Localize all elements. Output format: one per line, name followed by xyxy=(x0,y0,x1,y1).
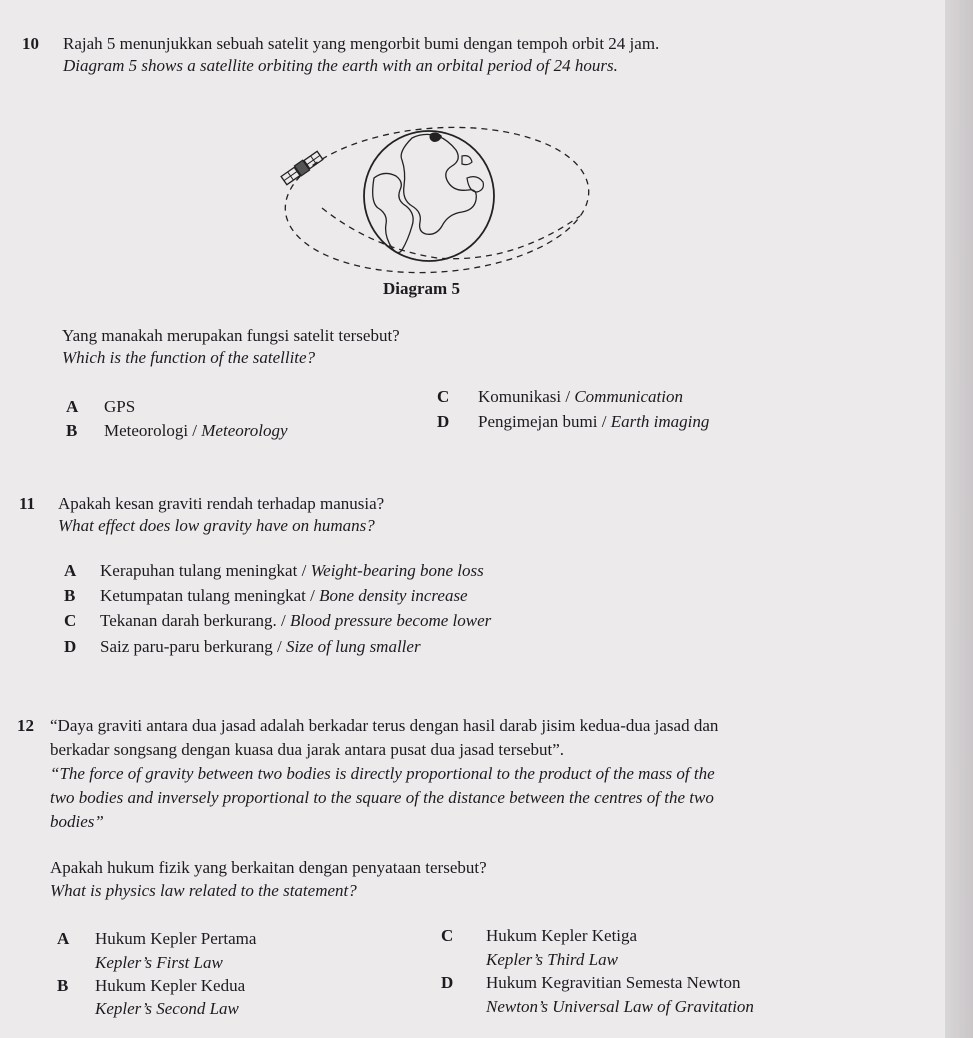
question-10-text-en: Diagram 5 shows a satellite orbiting the earth with an orbital period of 24 hours. xyxy=(63,56,618,75)
q12-option-c-text[interactable]: Hukum Kepler Ketiga xyxy=(486,926,638,945)
q12-option-letter-d: D xyxy=(441,973,454,992)
q10-option-c-text: Komunikasi / xyxy=(478,387,575,406)
q11-option-b-text-en: Bone density increase xyxy=(319,586,468,605)
q11-option-b-text: Ketumpatan tulang meningkat / xyxy=(100,586,320,605)
question-10-prompt-en: Which is the function of the satellite? xyxy=(62,348,316,367)
q10-option-c[interactable] xyxy=(478,387,683,407)
question-10-prompt-ms: Yang manakah merupakan fungsi satelit tersebut? xyxy=(62,326,400,345)
q10-option-letter-d: D xyxy=(437,412,450,431)
q11-option-d[interactable] xyxy=(100,637,421,657)
q11-option-c[interactable] xyxy=(100,611,491,631)
q12-option-c-text-en: Kepler’s Third Law xyxy=(486,950,618,969)
q12-option-d-text-en: Newton’s Universal Law of Gravitation xyxy=(486,997,754,1016)
q10-option-b[interactable] xyxy=(104,421,288,441)
q12-option-letter-a: A xyxy=(57,929,70,948)
q10-option-d-text: Pengimejan bumi / xyxy=(478,412,611,431)
q11-option-letter-b: B xyxy=(64,586,76,605)
q12-option-letter-b: B xyxy=(57,976,69,995)
q11-option-c-text-en: Blood pressure become lower xyxy=(289,611,492,630)
q11-option-letter-a: A xyxy=(64,561,77,580)
q11-option-d-text-en: Size of lung smaller xyxy=(285,637,421,656)
q11-option-b[interactable] xyxy=(100,586,468,606)
satellite-icon xyxy=(281,150,324,185)
question-12-prompt-en: What is physics law related to the statement? xyxy=(50,881,357,900)
q12-option-b-text-en: Kepler’s Second Law xyxy=(95,999,239,1018)
question-10-number: 10 xyxy=(22,34,39,53)
page-edge xyxy=(945,0,973,1038)
q10-option-letter-a: A xyxy=(66,397,79,416)
q12-option-letter-c: C xyxy=(441,926,454,945)
q11-option-c-text: Tekanan darah berkurang. / xyxy=(100,611,290,630)
q12-option-a-text[interactable]: Hukum Kepler Pertama xyxy=(95,929,257,948)
q10-option-letter-c: C xyxy=(437,387,450,406)
diagram-caption: Diagram 5 xyxy=(383,279,460,298)
q10-option-d-text-en: Earth imaging xyxy=(610,412,710,431)
question-10-text-ms: Rajah 5 menunjukkan sebuah satelit yang mengorbit bumi dengan tempoh orbit 24 jam. xyxy=(63,34,660,53)
question-12-statement-ms-2: berkadar songsang dengan kuasa dua jarak antara pusat dua jasad tersebut”. xyxy=(50,740,565,759)
question-12-statement-en-1: “The force of gravity between two bodies is directly proportional to the product of the mass of the xyxy=(50,764,715,783)
q11-option-d-text: Saiz paru-paru berkurang / xyxy=(100,637,286,656)
q11-option-a[interactable] xyxy=(100,561,484,581)
q11-option-a-text-en: Weight-bearing bone loss xyxy=(310,561,484,580)
q11-option-letter-d: D xyxy=(64,637,77,656)
q10-option-d[interactable] xyxy=(478,412,709,432)
question-12-statement-en-3: bodies” xyxy=(50,812,104,831)
question-11-number: 11 xyxy=(19,494,36,513)
question-11-prompt-en: What effect does low gravity have on humans? xyxy=(58,516,375,535)
question-12-statement-ms-1: “Daya graviti antara dua jasad adalah berkadar terus dengan hasil darab jisim kedua-dua jasad dan xyxy=(50,716,719,735)
question-12-prompt-ms: Apakah hukum fizik yang berkaitan dengan penyataan tersebut? xyxy=(50,858,487,877)
q10-option-letter-b: B xyxy=(66,421,78,440)
q11-option-a-text: Kerapuhan tulang meningkat / xyxy=(100,561,311,580)
q11-option-letter-c: C xyxy=(64,611,77,630)
q10-option-b-text-en: Meteorology xyxy=(201,421,288,440)
q10-option-c-text-en: Communication xyxy=(574,387,683,406)
satellite-orbit-diagram xyxy=(262,108,602,308)
question-12-statement-en-2: two bodies and inversely proportional to the square of the distance between the centres of the two xyxy=(50,788,714,807)
q12-option-d-text[interactable]: Hukum Kegravitian Semesta Newton xyxy=(486,973,741,992)
q12-option-b-text[interactable]: Hukum Kepler Kedua xyxy=(95,976,246,995)
q12-option-a-text-en: Kepler’s First Law xyxy=(95,953,223,972)
q10-option-a-text[interactable]: GPS xyxy=(104,397,136,416)
q10-option-b-text: Meteorologi / xyxy=(104,421,202,440)
earth-globe xyxy=(364,131,494,261)
question-12-number: 12 xyxy=(17,716,34,735)
question-11-prompt-ms: Apakah kesan graviti rendah terhadap manusia? xyxy=(58,494,385,513)
